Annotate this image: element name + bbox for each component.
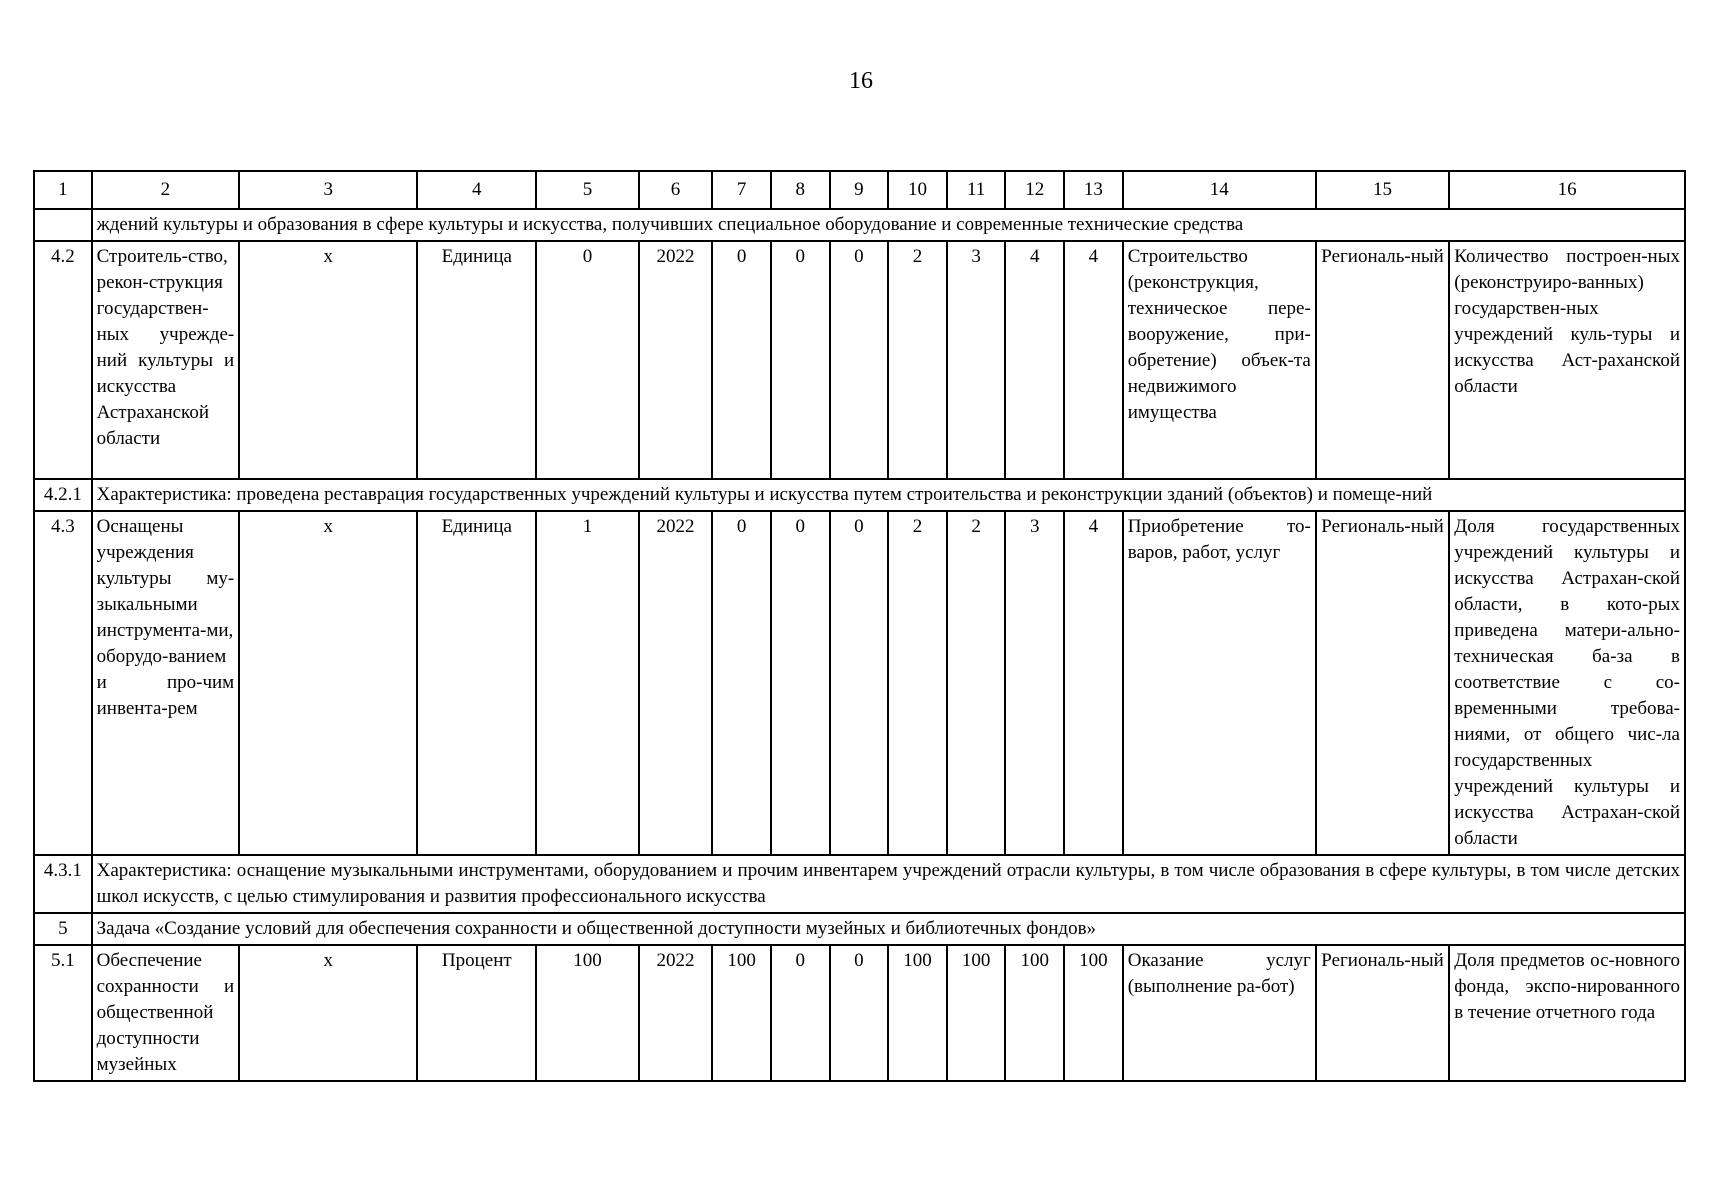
header-col-8: 8 — [771, 171, 830, 209]
continuation-text: ждений культуры и образования в сфере культуры и искусства, получивших специальное оборудование и современные технические средства — [92, 209, 1685, 241]
row-number: 4.2.1 — [34, 479, 92, 511]
header-col-7: 7 — [712, 171, 771, 209]
value-col-11: 100 — [947, 945, 1006, 1081]
indicator: Доля предметов ос-новного фонда, экспо-нированного в течение отчетного года — [1449, 945, 1685, 1081]
header-col-1: 1 — [34, 171, 92, 209]
document-table-container — [33, 170, 1686, 1082]
result-type: Строительство (реконструкция, техническое пере-вооружение, при-обретение) объек-та недвижимого имущества — [1123, 241, 1316, 479]
row-number: 4.3 — [34, 511, 92, 855]
value-col-7: 100 — [712, 945, 771, 1081]
level: Региональ-ный — [1316, 511, 1449, 855]
table-row-4-3 — [34, 511, 1685, 855]
level: Региональ-ный — [1316, 241, 1449, 479]
table-row-4-2-1 — [34, 479, 1685, 511]
result-type: Оказание услуг (выполнение ра-бот) — [1123, 945, 1316, 1081]
header-col-9: 9 — [830, 171, 889, 209]
base-year: 2022 — [639, 511, 713, 855]
table-row-5 — [34, 913, 1685, 945]
value-col-8: 0 — [771, 241, 830, 479]
value-col-7: 0 — [712, 241, 771, 479]
row-number: 4.3.1 — [34, 855, 92, 913]
value-col-10: 2 — [888, 511, 947, 855]
value-col-10: 2 — [888, 241, 947, 479]
header-col-15: 15 — [1316, 171, 1449, 209]
value-col-8: 0 — [771, 511, 830, 855]
value-col-12: 4 — [1005, 241, 1064, 479]
header-col-5: 5 — [536, 171, 638, 209]
value-col-13: 4 — [1064, 241, 1123, 479]
value-col-8: 0 — [771, 945, 830, 1081]
project-name: Оснащены учреждения культуры му-зыкальными инструмента-ми, оборудо-ванием и про-чим инвента-рем — [92, 511, 240, 855]
task-text: Задача «Создание условий для обеспечения сохранности и общественной доступности музейных и библиотечных фондов» — [92, 913, 1685, 945]
indicator: Количество построен-ных (реконструиро-ванных) государствен-ных учреждений куль-туры и искусства Аст-раханской области — [1449, 241, 1685, 479]
base-value: 0 — [536, 241, 638, 479]
header-col-12: 12 — [1005, 171, 1064, 209]
unit: Единица — [417, 511, 536, 855]
value-col-9: 0 — [830, 511, 889, 855]
cell-x: x — [239, 241, 417, 479]
base-value: 1 — [536, 511, 638, 855]
header-col-11: 11 — [947, 171, 1006, 209]
cell-x: x — [239, 511, 417, 855]
characteristic-text: Характеристика: оснащение музыкальными инструментами, оборудованием и прочим инвентарем учреждений отрасли культуры, в том числе образования в сфере культуры, в том числе детских школ искусств, с целью стимулирования и развития профессионального искусства — [92, 855, 1685, 913]
value-col-9: 0 — [830, 241, 889, 479]
unit: Процент — [417, 945, 536, 1081]
row-number: 5 — [34, 913, 92, 945]
table-row-4-2 — [34, 241, 1685, 479]
base-year: 2022 — [639, 241, 713, 479]
value-col-13: 100 — [1064, 945, 1123, 1081]
header-col-10: 10 — [888, 171, 947, 209]
level: Региональ-ный — [1316, 945, 1449, 1081]
value-col-12: 100 — [1005, 945, 1064, 1081]
table-row-5-1 — [34, 945, 1685, 1081]
base-year: 2022 — [639, 945, 713, 1081]
project-name: Строитель-ство, рекон-струкция государствен-ных учрежде-ний культуры и искусства Астраханской области — [92, 241, 240, 479]
base-value: 100 — [536, 945, 638, 1081]
page-number: 16 — [849, 68, 873, 94]
value-col-9: 0 — [830, 945, 889, 1081]
header-col-14: 14 — [1123, 171, 1316, 209]
unit: Единица — [417, 241, 536, 479]
cell-x: x — [239, 945, 417, 1081]
result-type: Приобретение то-варов, работ, услуг — [1123, 511, 1316, 855]
document-table — [33, 170, 1686, 1082]
characteristic-text: Характеристика: проведена реставрация государственных учреждений культуры и искусства путем строительства и реконструкции зданий (объектов) и помеще-ний — [92, 479, 1685, 511]
value-col-11: 2 — [947, 511, 1006, 855]
table-row-4-3-1 — [34, 855, 1685, 913]
project-name: Обеспечение сохранности и общественной доступности музейных — [92, 945, 240, 1081]
header-col-2: 2 — [92, 171, 240, 209]
value-col-11: 3 — [947, 241, 1006, 479]
header-col-16: 16 — [1449, 171, 1685, 209]
value-col-10: 100 — [888, 945, 947, 1081]
header-col-4: 4 — [417, 171, 536, 209]
continuation-row — [34, 209, 1685, 241]
row-number: 5.1 — [34, 945, 92, 1081]
value-col-12: 3 — [1005, 511, 1064, 855]
header-col-6: 6 — [639, 171, 713, 209]
header-col-13: 13 — [1064, 171, 1123, 209]
header-col-3: 3 — [239, 171, 417, 209]
row-number: 4.2 — [34, 241, 92, 479]
indicator: Доля государственных учреждений культуры и искусства Астрахан-ской области, в кото-рых приведена матери-ально-техническая ба-за в соответствие с со-временными требова-ниями, от общего чис-ла государственных учреждений культуры и искусства Астрахан-ской области — [1449, 511, 1685, 855]
value-col-13: 4 — [1064, 511, 1123, 855]
value-col-7: 0 — [712, 511, 771, 855]
table-header-row — [34, 171, 1685, 209]
